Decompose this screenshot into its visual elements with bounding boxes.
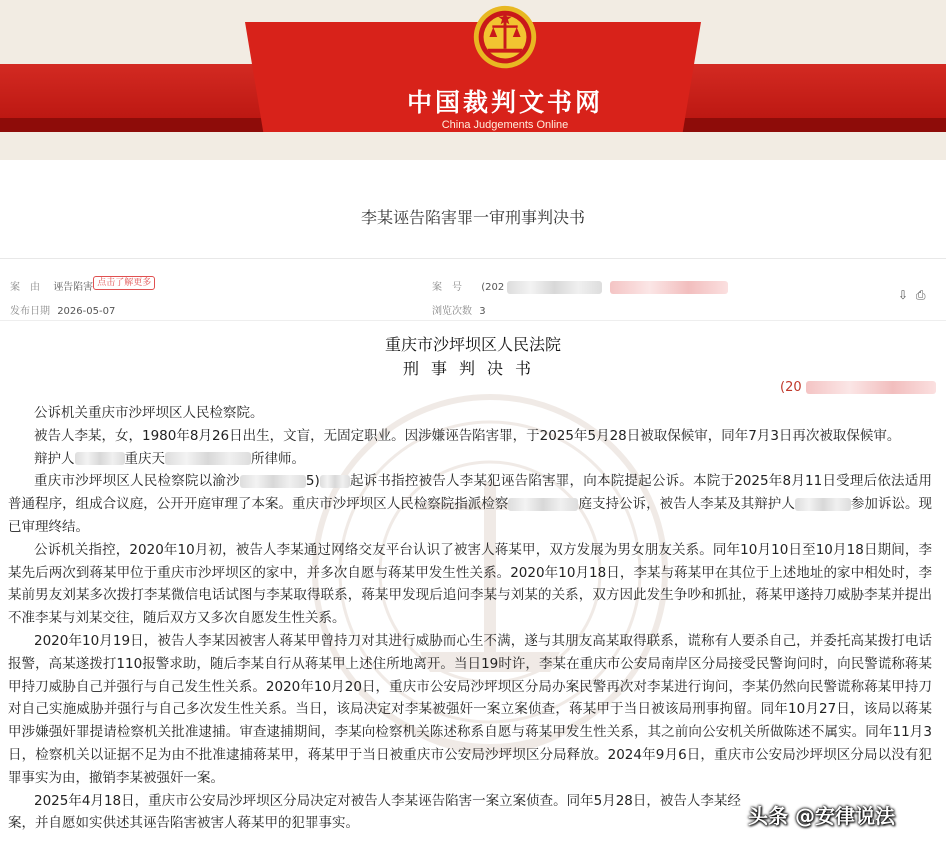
redacted-block [507, 281, 602, 294]
paragraph-text: 庭支持公诉，被告人李某及其辩护人 [578, 496, 795, 513]
view-count-value: 3 [479, 306, 486, 317]
doc-tools [898, 288, 926, 303]
paragraph [8, 470, 932, 538]
redacted-block [165, 452, 251, 465]
paragraph: 2020年10月19日，被告人李某因被害人蒋某甲曾持刀对其进行威胁而心生不满，遂与其朋友高某取得联系，谎称有人要杀自己，并委托高某拨打电话报警，高某遂拨打110报警求助，随后李某自行从蒋某甲上述住所地离开。当日19时许，李某在重庆市公安局南岸区分局接受民警询问时，向民警谎称蒋某甲持刀威胁自己并强行与自己发生性关系。2020年10月20日，重庆市公安局沙坪坝区分局办案民警再次对李某进行询问，李某仍然向民警谎称蒋某甲持刀对自己实施威胁并强行与自己多次发生性关系。当日，该局决定对李某被强奸一案立案侦查，蒋某甲于当日被该局刑事拘留。同年10月27日，该局以蒋某甲涉嫌强奸罪提请检察机关批准逮捕。审查逮捕期间，李某向检察机关陈述称系自愿与蒋某甲发生性关系，其之前向公安机关所做陈述不属实。同年11月3日，检察机关以证据不足为由不批准逮捕蒋某甲，蒋某甲于当日被重庆市公安局沙坪坝区分局释放。2024年9月6日，重庆市公安局沙坪坝区分局以没有犯罪事实为由，撤销李某被强奸一案。 [8, 632, 932, 786]
paragraph-text: 辩护人 [34, 450, 75, 467]
court-name: 重庆市沙坪坝区人民法院 [384, 335, 561, 354]
view-count-label: 浏览次数 [432, 306, 472, 317]
case-cause-value: 诬告陷害 [53, 282, 94, 293]
divider [0, 320, 946, 321]
case-number-prefix: (20 [780, 380, 802, 395]
paragraph: 公诉机关重庆市沙坪坝区人民检察院。 [34, 405, 264, 421]
redacted-block [806, 381, 936, 394]
document-type: 刑事判决书 [402, 359, 543, 378]
paragraph: 公诉机关指控，2020年10月初，被告人李某通过网络交友平台认识了被害人蒋某甲，双方发展为男女朋友关系。同年10月10日至10月18日期间，李某先后两次到蒋某甲位于重庆市沙坪坝区的家中，并多次自愿与蒋某甲发生性关系。2020年10月18日，李某与蒋某甲在其位于上述地址的家中相处时，李某前男友刘某多次拨打李某微信电话试图与李某取得联系，蒋某甲发现后追问李某与刘某的关系，双方因此发生争吵和抓扯，蒋某甲遂持刀威胁李某并提出不准李某与刘某交往，随后双方又多次自愿发生性关系。 [8, 541, 932, 627]
learn-more-tag[interactable]: 点击了解更多 [93, 276, 155, 290]
download-icon[interactable]: ⇩ [898, 288, 909, 302]
case-number-label: 案 号 [432, 282, 462, 293]
paragraph: 被告人李某，女，1980年8月26日出生，文盲，无固定职业。因涉嫌诬告陷害罪，于2025年5月28日被取保候审，同年7月3日再次被取保候审。 [34, 427, 901, 444]
redacted-block [320, 475, 350, 488]
court-emblem-icon [466, 0, 544, 78]
case-cause-label: 案 由 [10, 282, 40, 293]
site-title[interactable]: 中国裁判文书网 [406, 88, 603, 117]
paragraph-text: 参加诉讼。现已审理终结。 [8, 496, 933, 535]
case-number-value: (202 [481, 282, 505, 293]
page-title: 李某诬告陷害罪一审刑事判决书 [360, 208, 585, 227]
redacted-block [610, 281, 728, 294]
publish-date-row [10, 302, 115, 317]
divider [0, 258, 946, 259]
paragraph: 2025年4月18日，重庆市公安局沙坪坝区分局决定对被告人李某诬告陷害一案立案侦查。同年5月28日，被告人李某经 [34, 792, 741, 809]
paragraph-text: 起诉书指控被告人李某犯诬告陷害罪，向本院提起公诉。本院于2025年8月11日受理后依法适用普通程序，组成合议庭，公开开庭审理了本案。重庆市沙坪坝区人民检察院指派检察 [8, 473, 933, 513]
document-case-number [780, 380, 936, 395]
paragraph-text: 重庆天 [124, 450, 165, 467]
site-subtitle: China Judgements Online [441, 119, 569, 131]
redacted-block [240, 475, 306, 488]
print-icon[interactable]: ⎙ [915, 288, 926, 302]
paragraph-text: 5) [305, 473, 320, 490]
case-cause-row [10, 278, 155, 295]
paragraph-text: 所律师。 [251, 450, 305, 467]
redacted-block [795, 498, 851, 511]
publish-date-label: 发布日期 [10, 306, 50, 317]
site-header-banner [0, 0, 946, 160]
paragraph [8, 448, 932, 471]
redacted-block [508, 498, 578, 511]
view-count-row [432, 302, 486, 317]
watermark-signature: 头条 @安律说法 [748, 804, 895, 828]
case-number-row [432, 278, 728, 294]
paragraph: 案，并自愿如实供述其诬告陷害被害人蒋某甲的犯罪事实。 [8, 815, 359, 832]
redacted-block [75, 452, 125, 465]
publish-date-value: 2026-05-07 [57, 306, 116, 317]
paragraph-text: 重庆市沙坪坝区人民检察院以渝沙 [34, 473, 240, 490]
judgment-body [8, 402, 932, 835]
